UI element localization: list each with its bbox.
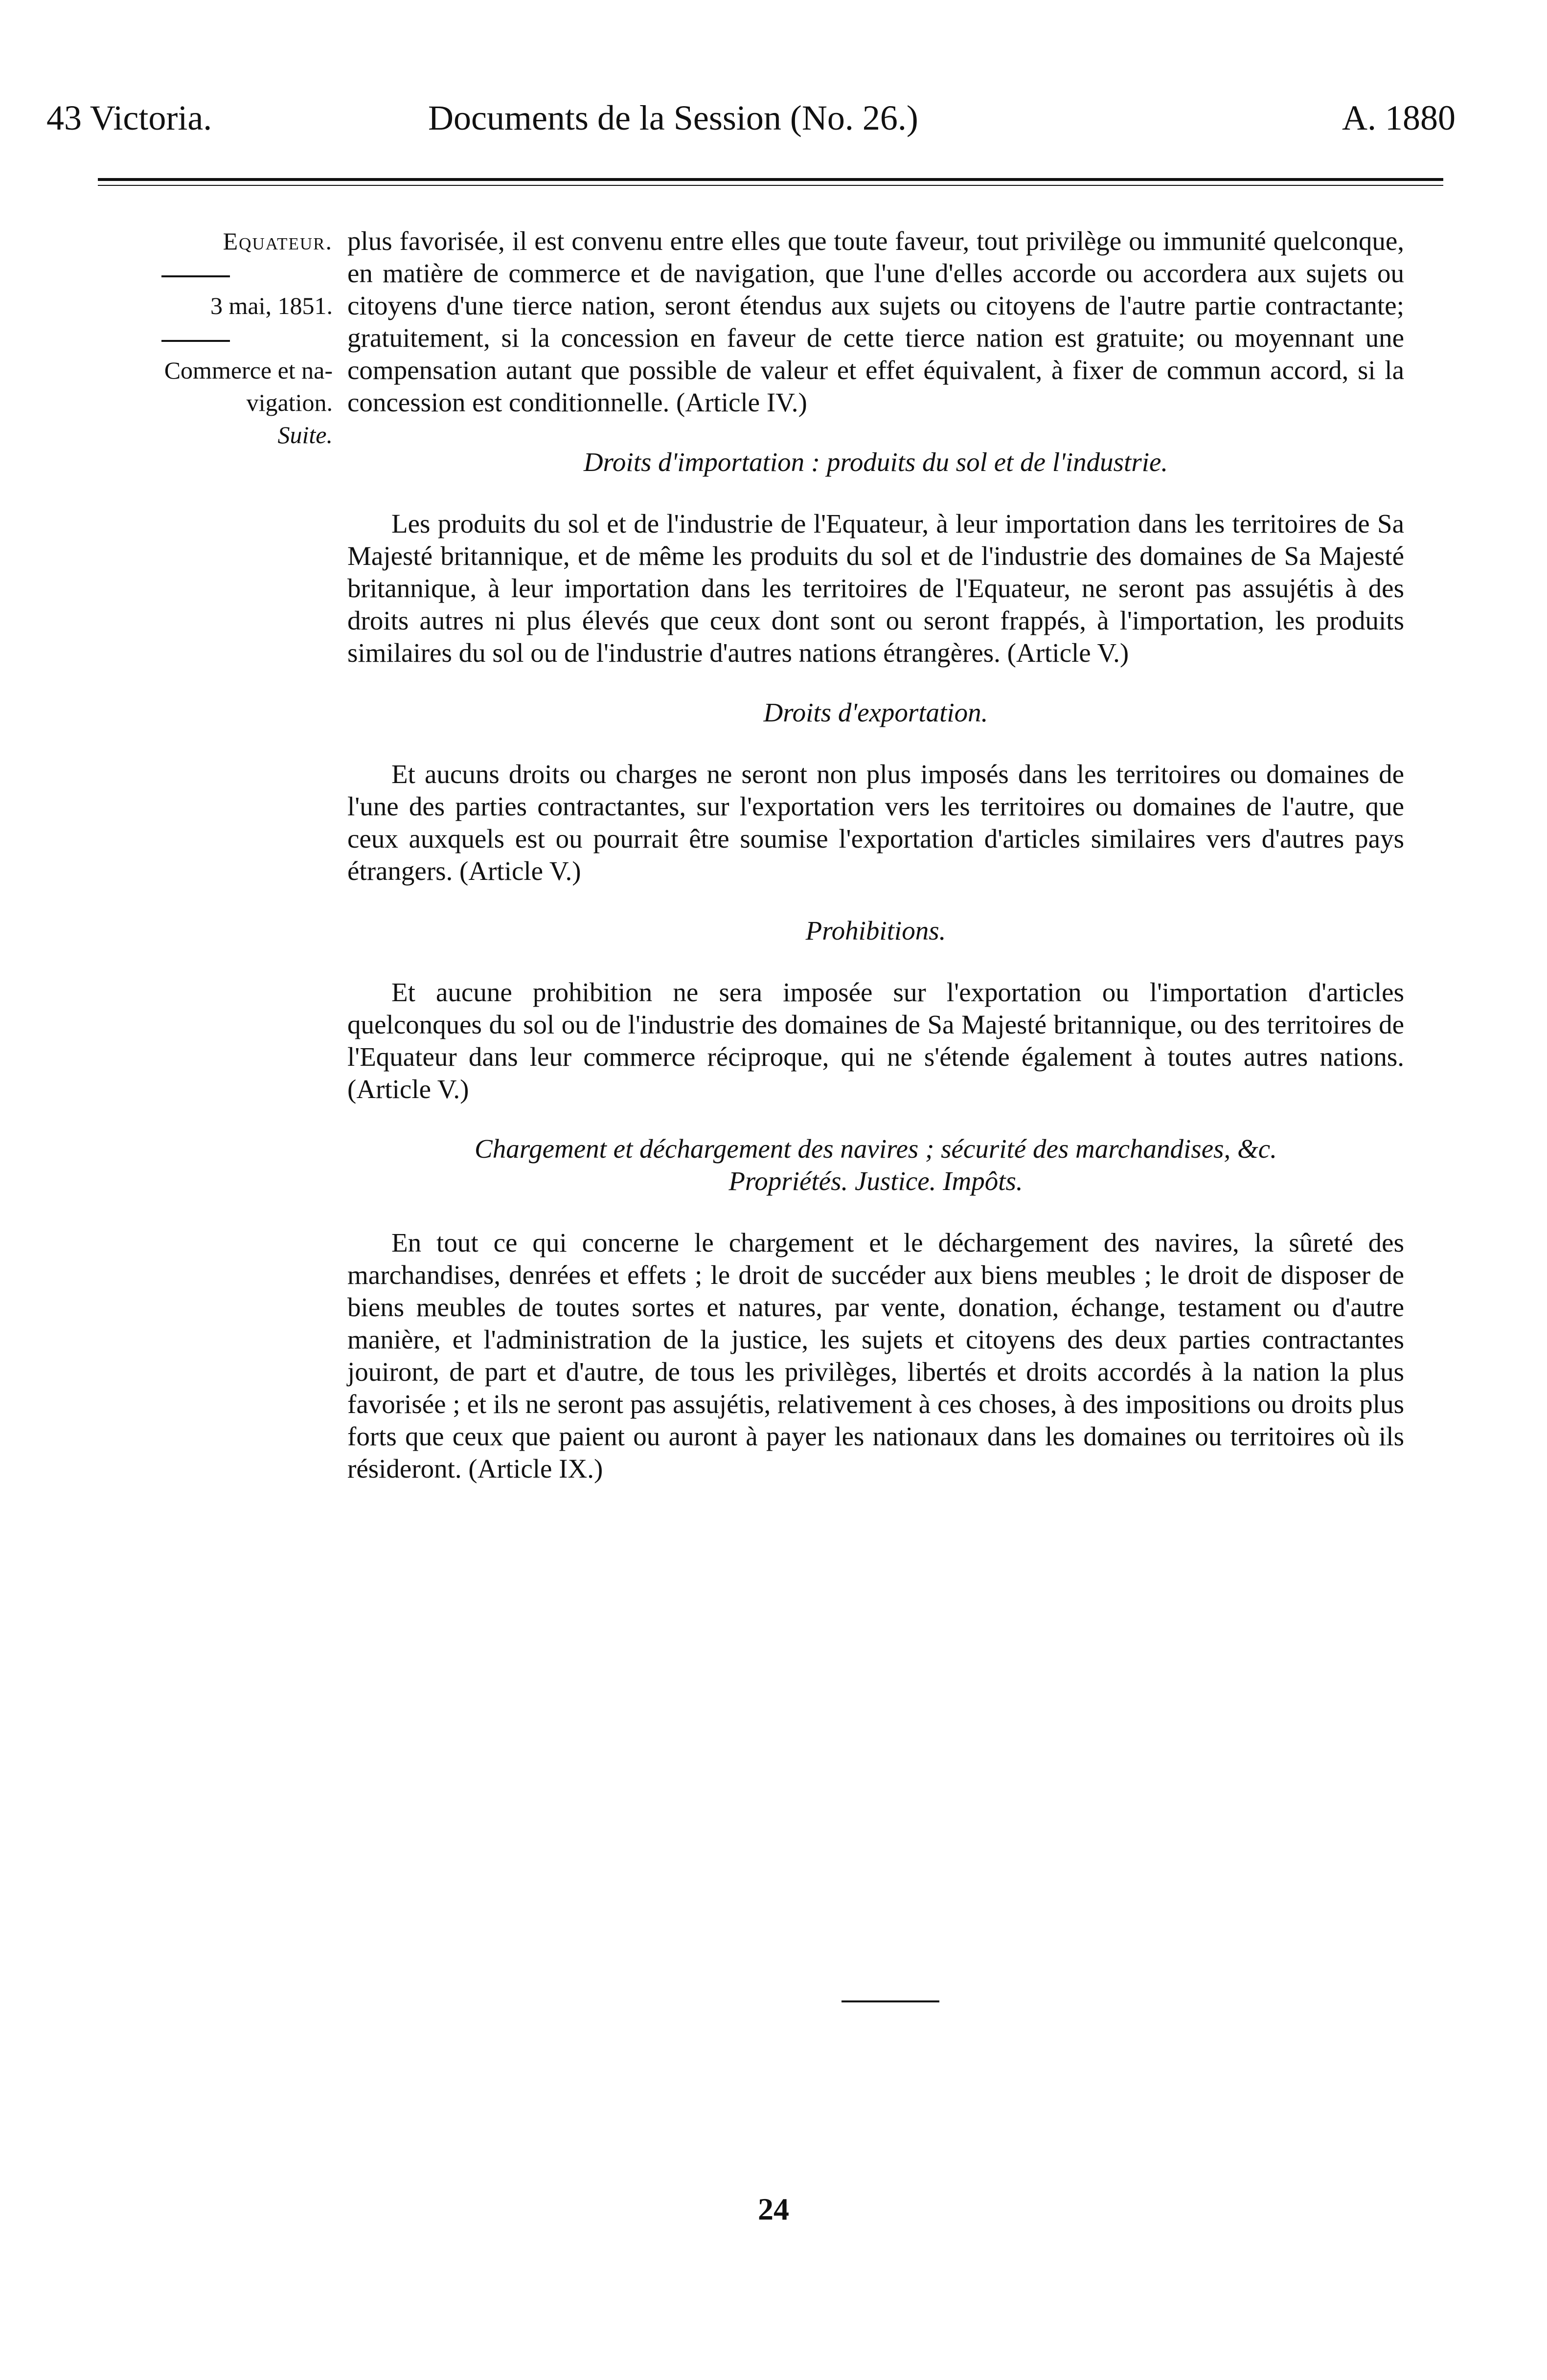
cargo-paragraph: En tout ce qui concerne le chargement et le déchargement des navires, la sûreté des marchandises, denrées et effets ; le droit de succéder aux biens meubles ; le droit de disposer de biens meubles de toutes sortes et natures, par vente, donation, échange, testament ou d'autre manière, et l'administration de la justice, les sujets et citoyens des deux parties contractantes jouiront, de part et d'autre, de tous les privilèges, libertés et droits accordés à la nation la plus favorisée ; et ils ne seront pas assujétis, relativement à ces choses, à des impositions ou droits plus forts que ceux que paient ou auront à payer les nationaux dans les domaines ou territoires où ils résideront. (Article IX.) [347,1228,1404,1483]
prohibitions-paragraph: Et aucune prohibition ne sera imposée sur l'exportation ou l'importation d'articles quelconques du sol ou de l'industrie des domaines de Sa Majesté britannique, ou des territoires de l'Equateur dans leur commerce réciproque, qui ne s'étende également à toutes autres nations. (Article V.) [347,977,1404,1104]
export-duties-heading: Droits d'exportation. [763,697,988,727]
header-title: Documents de la Session (No. 26.) [428,98,918,137]
margin-note [20,225,333,451]
margin-subject-2: vigation. [246,389,333,416]
margin-date: 3 mai, 1851. [210,292,333,319]
cargo-heading-line1: Chargement et déchargement des navires ; sécurité des marchandises, &c. [475,1134,1277,1164]
export-duties-paragraph: Et aucuns droits ou charges ne seront non plus imposés dans les territoires ou domaines de l'une des parties contractantes, sur l'exportation vers les territoires ou domaines de l'autre, que ceux auxquels est ou pourrait être soumise l'exportation d'articles similaires vers d'autres pays étrangers. (Article V.) [347,759,1404,886]
main-text [347,225,1404,1485]
margin-country: Equateur. [223,227,333,255]
margin-subject-1: Commerce et na- [164,357,333,384]
margin-dash-1 [20,257,333,290]
header-volume: 43 Victoria. [46,98,212,137]
import-duties-paragraph: Les produits du sol et de l'industrie de l'Equateur, à leur importation dans les territoires de Sa Majesté britannique, et de même les produits du sol et de l'industrie des domaines de Sa Majesté britannique, à leur importation dans les territoires de l'Equateur, ne seront pas assujétis à des droits autres ni plus élevés que ceux dont sont ou seront frappés, à l'importation, les produits similaires du sol ou de l'industrie d'autres nations étrangères. (Article V.) [347,509,1404,668]
import-duties-heading: Droits d'importation : produits du sol et de l'industrie. [583,447,1168,477]
running-header [46,98,1456,142]
intro-paragraph: plus favorisée, il est convenu entre elles que toute faveur, tout privilège ou immunité quelconque, en matière de commerce et de navigation, que l'une d'elles accorde ou accordera aux sujets ou citoyens d'une tierce nation, seront étendus aux sujets ou citoyens de l'autre partie contractante; gratuitement, si la concession en faveur de cette tierce nation est gratuite; ou moyennant une compensation autant que possible de valeur et effet équivalent, à fixer de commun accord, si la concession est conditionnelle. (Article IV.) [347,226,1404,417]
header-year: A. 1880 [1342,98,1456,137]
cargo-heading-line2: Propriétés. Justice. Impôts. [728,1166,1023,1196]
page-number: 24 [758,2192,789,2226]
prohibitions-heading: Prohibitions. [805,916,946,945]
margin-continued: Suite. [277,421,333,449]
header-rule-thick [98,178,1443,181]
margin-dash-2 [20,322,333,354]
header-rule-thin [98,185,1443,186]
closing-rule [842,2000,939,2002]
